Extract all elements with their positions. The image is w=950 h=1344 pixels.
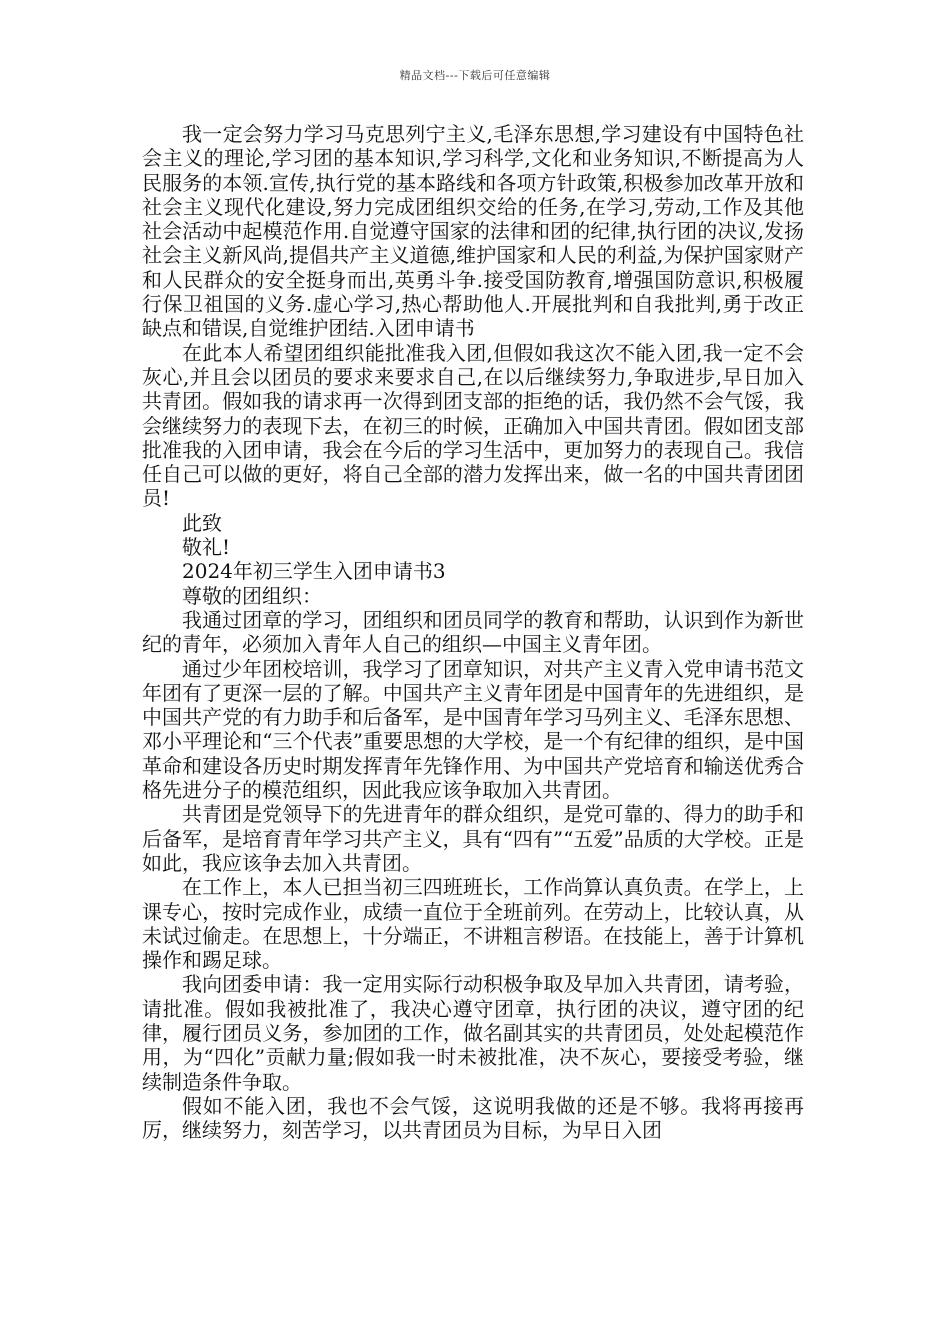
paragraph: 在工作上，本人已担当初三四班班长，工作尚算认真负责。在学上，上课专心，按时完成作业，成绩一直位于全班前列。在劳动上，比较认真，从未试过偷走。在思想上，十分端正，不讲粗言秽语。在技能上，善于计算机操作和踢足球。 [142, 875, 804, 973]
document-body [142, 122, 804, 1142]
section-title: 2024年初三学生入团申请书3 [182, 559, 446, 584]
greeting: 尊敬的团组织： [182, 583, 322, 608]
paragraph: 我通过团章的学习，团组织和团员同学的教育和帮助，认识到作为新世纪的青年，必须加入青年人自己的组织—中国主义青年团。 [142, 607, 804, 657]
closing-regards: 敬礼! [182, 535, 231, 560]
paragraph: 在此本人希望团组织能批准我入团,但假如我这次不能入团,我一定不会灰心,并且会以团员的要求来要求自己,在以后继续努力,争取进步,早日加入共青团。假如我的请求再一次得到团支部的拒绝的话，我仍然不会气馁，我会继续努力的表现下去，在初三的时候，正确加入中国共青团。假如团支部批准我的入团申请，我会在今后的学习生活中，更加努力的表现自己。我信任自己可以做的更好，将自己全部的潜力发挥出来，做一名的中国共青团团员! [142, 340, 804, 511]
paragraph: 假如不能入团，我也不会气馁，这说明我做的还是不够。我将再接再厉，继续努力，刻苦学习，以共青团员为目标，为早日入团 [142, 1093, 804, 1143]
closing-salutation: 此致 [182, 510, 222, 535]
paragraph: 共青团是党领导下的先进青年的群众组织，是党可靠的、得力的助手和后备军，是培育青年学习共产主义，具有“四有”“五爱”品质的大学校。正是如此，我应该争去加入共青团。 [142, 802, 804, 875]
page-header: 精品文档---下载后可任意编辑 [399, 69, 551, 82]
paragraph: 我向团委申请：我一定用实际行动积极争取及早加入共青团，请考验，请批准。假如我被批准了，我决心遵守团章，执行团的决议，遵守团的纪律，履行团员义务，参加团的工作，做名副其实的共青团员，处处起模范作用，为“四化”贡献力量;假如我一时未被批准，决不灰心，要接受考验，继续制造条件争取。 [142, 972, 804, 1094]
paragraph: 我一定会努力学习马克思列宁主义,毛泽东思想,学习建设有中国特色社会主义的理论,学习团的基本知识,学习科学,文化和业务知识,不断提高为人民服务的本领.宣传,执行党的基本路线和各项方针政策,积极参加改革开放和社会主义现代化建设,努力完成团组织交给的任务,在学习,劳动,工作及其他社会活动中起模范作用.自觉遵守国家的法律和团的纪律,执行团的决议,发扬社会主义新风尚,提倡共产主义道德,维护国家和人民的利益,为保护国家财产和人民群众的安全挺身而出,英勇斗争.接受国防教育,增强国防意识,积极履行保卫祖国的义务.虚心学习,热心帮助他人.开展批判和自我批判,勇于改正缺点和错误,自觉维护团结.入团申请书 [142, 122, 804, 341]
paragraph: 通过少年团校培训，我学习了团章知识，对共产主义青入党申请书范文年团有了更深一层的了解。中国共产主义青年团是中国青年的先进组织，是中国共产党的有力助手和后备军，是中国青年学习马列主义、毛泽东思想、邓小平理论和“三个代表”重要思想的大学校，是一个有纪律的组织，是中国革命和建设各历史时期发挥青年先锋作用、为中国共产党培育和输送优秀合格先进分子的模范组织，因此我应该争取加入共青团。 [142, 656, 804, 803]
